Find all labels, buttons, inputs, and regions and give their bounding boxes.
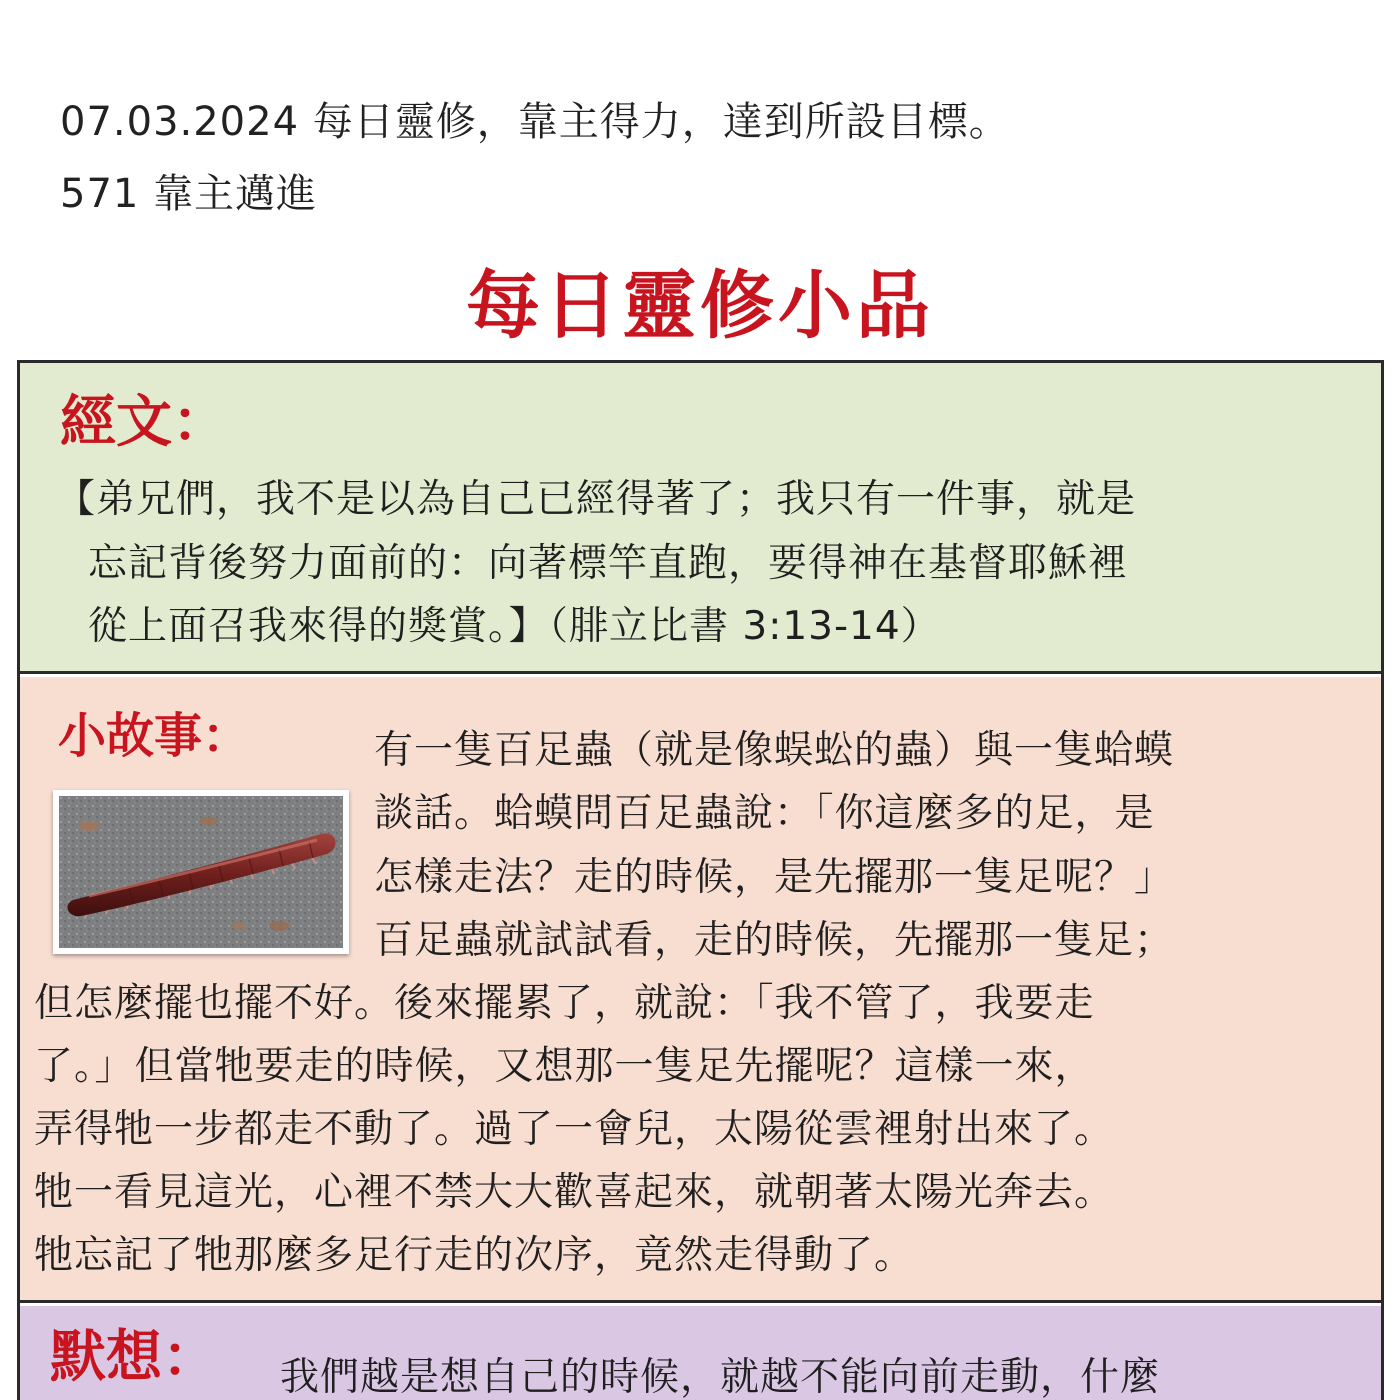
scripture-text-line: 忘記背後努力面前的：向著標竿直跑，要得神在基督耶穌裡 xyxy=(88,541,1129,586)
story-text-line: 牠忘記了牠那麼多足行走的次序，竟然走得動了。 xyxy=(34,1233,915,1278)
meditation-heading: 默想： xyxy=(50,1325,218,1390)
story-text-line: 有一隻百足蟲（就是像蜈蚣的蟲）與一隻蛤蟆 xyxy=(374,728,1175,773)
story-text-line: 百足蟲就試試看，走的時候，先擺那一隻足； xyxy=(374,918,1175,963)
story-heading: 小故事： xyxy=(58,708,251,764)
story-text-line: 談話。蛤蟆問百足蟲說：「你這麼多的足，是 xyxy=(374,791,1155,836)
story-section xyxy=(20,677,1381,1303)
scripture-heading: 經文： xyxy=(60,390,228,455)
scripture-text-line: 從上面召我來得的獎賞。】（腓立比書 3:13-14） xyxy=(88,604,941,649)
page-title: 每日靈修小品 xyxy=(466,263,934,349)
meditation-section xyxy=(20,1306,1381,1400)
story-text-line: 怎樣走法？走的時候，是先擺那一隻足呢？」 xyxy=(374,855,1175,900)
scripture-text-line: 【弟兄們，我不是以為自己已經得著了；我只有一件事，就是 xyxy=(56,477,1137,522)
millipede-photo-icon xyxy=(59,796,343,948)
story-text-line: 弄得牠一步都走不動了。過了一會兒，太陽從雲裡射出來了。 xyxy=(34,1107,1115,1152)
story-text-line: 但怎麼擺也擺不好。後來擺累了，就說：「我不管了，我要走 xyxy=(34,981,1095,1026)
meditation-text-line: 我們越是想自己的時候，就越不能向前走動，什麼 xyxy=(280,1355,1161,1400)
scripture-section xyxy=(20,363,1381,674)
story-text-line: 牠一看見這光，心裡不禁大大歡喜起來，就朝著太陽光奔去。 xyxy=(34,1170,1115,1215)
story-text-line: 了。」但當牠要走的時候，又想那一隻足先擺呢？這樣一來， xyxy=(34,1044,1095,1089)
millipede-photo xyxy=(53,790,349,954)
date-title-line: 07.03.2024 每日靈修，靠主得力，達到所設目標。 xyxy=(60,99,1010,145)
hymn-title-line: 571 靠主邁進 xyxy=(60,171,318,217)
